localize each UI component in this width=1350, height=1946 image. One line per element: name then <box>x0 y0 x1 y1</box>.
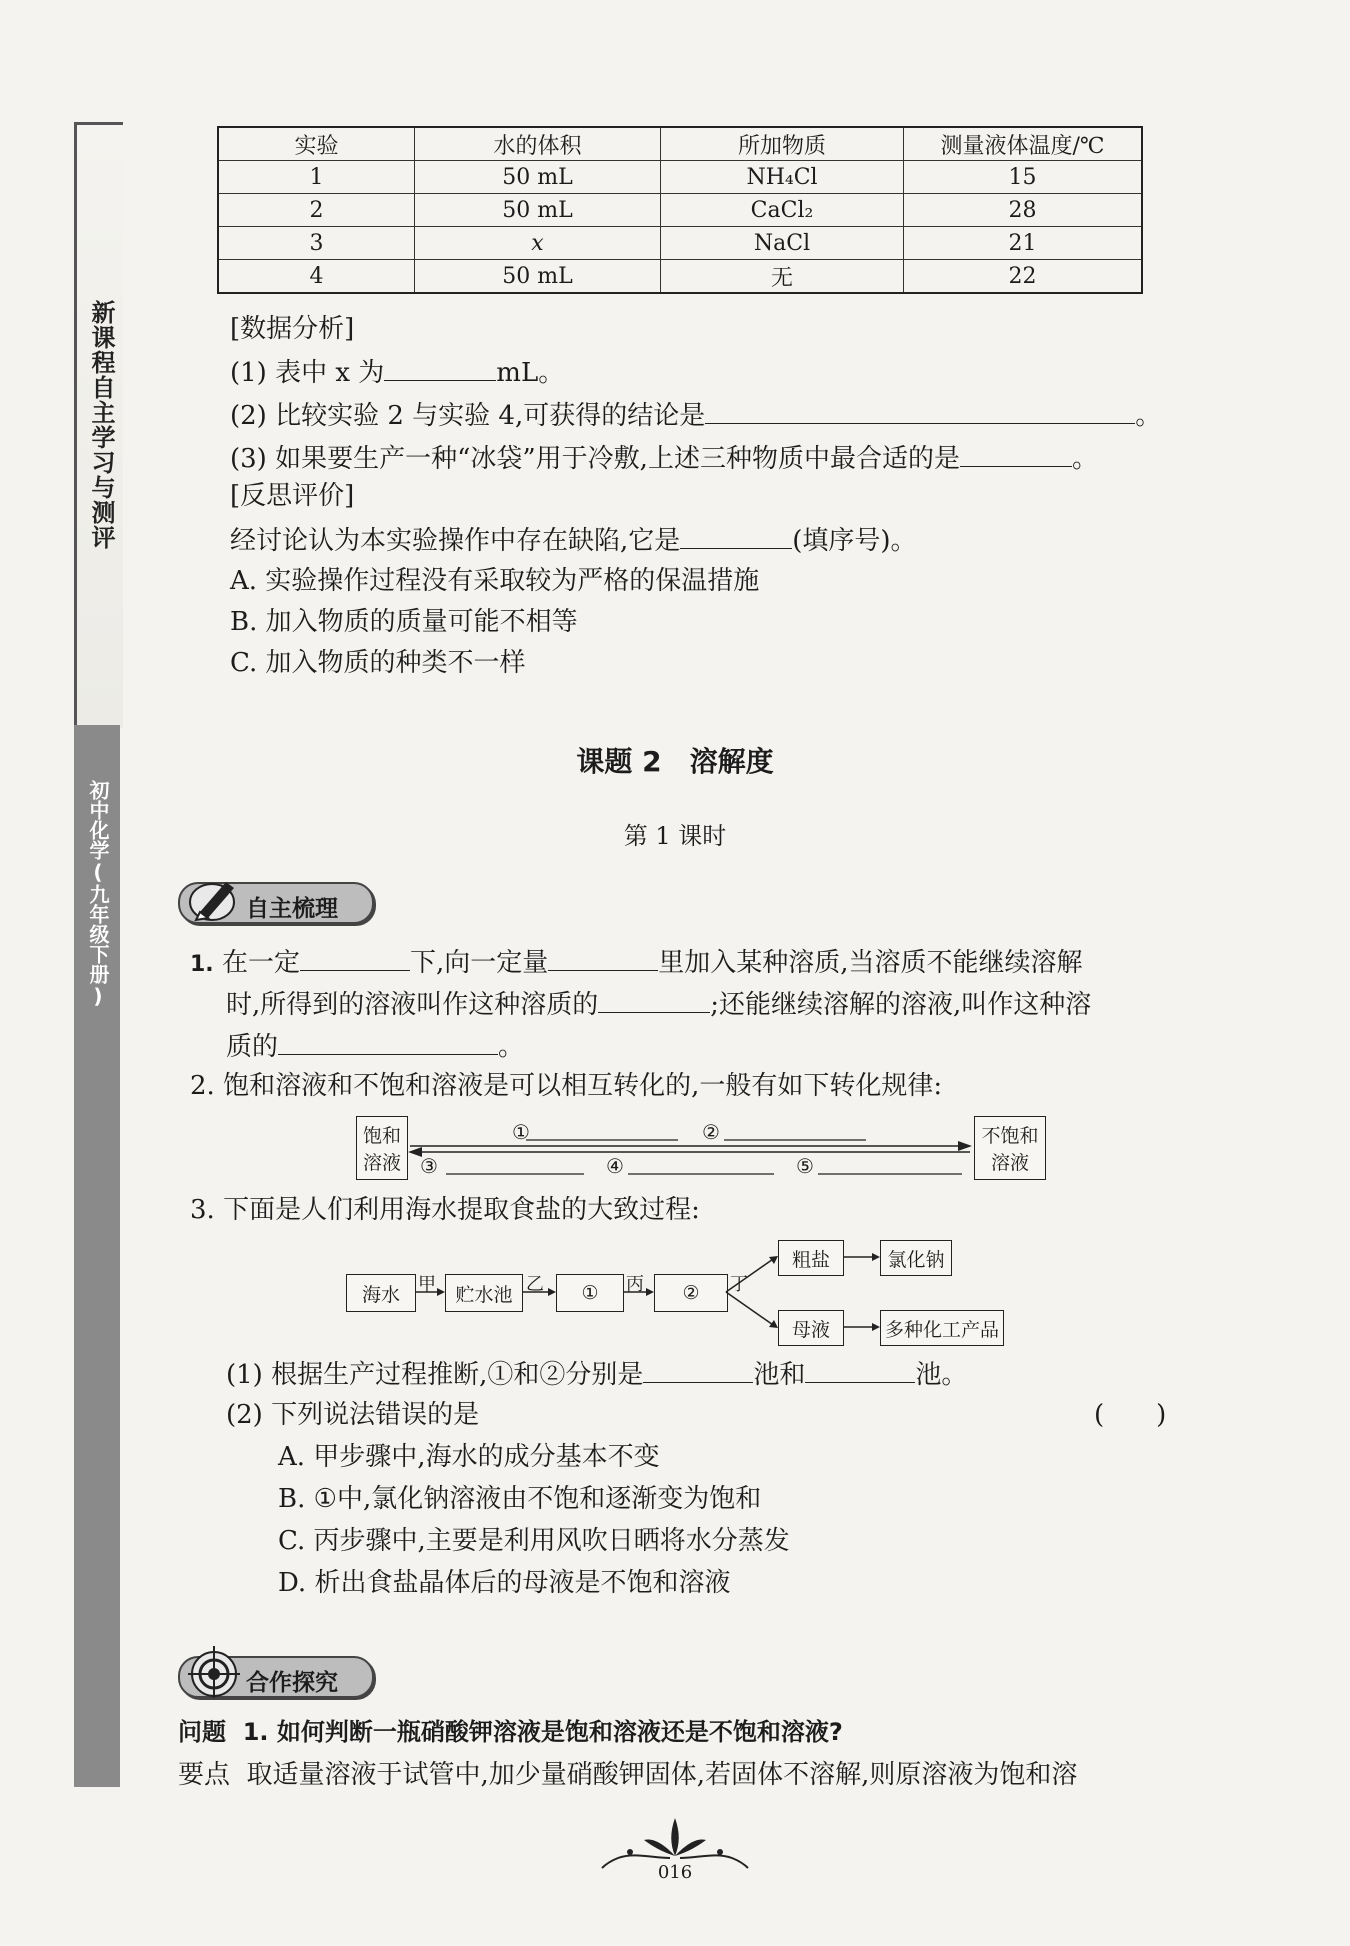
table-header: 水的体积 <box>415 127 661 161</box>
step-yi-label: 乙 <box>526 1274 544 1295</box>
salt-process-arrows <box>414 1240 884 1346</box>
q3-1-suffix: 池。 <box>915 1360 968 1390</box>
step-jia-label: 甲 <box>418 1274 436 1295</box>
q3-prefix: (3) 如果要生产一种“冰袋”用于冷敷,上述三种物质中最合适的是 <box>230 444 960 474</box>
q1-prefix: (1) 表中 x 为 <box>230 358 385 388</box>
blank-number: ② <box>702 1120 720 1144</box>
q1-text-c: 里加入某种溶质,当溶质不能继续溶解 <box>658 948 1083 978</box>
table-cell: 28 <box>904 194 1143 227</box>
key-text: 取适量溶液于试管中,加少量硝酸钾固体,若固体不溶解,则原溶液为饱和溶 <box>246 1760 1078 1790</box>
table-cell: x <box>415 227 661 260</box>
q1-line-2 <box>226 988 1091 1021</box>
analysis-q3 <box>230 442 1098 475</box>
reflection-option-a: A. 实验操作过程没有采取较为严格的保温措施 <box>230 566 760 596</box>
table-row <box>218 161 1142 194</box>
section-badge-self-study <box>178 882 374 924</box>
crude-salt-box: 粗盐 <box>778 1240 844 1276</box>
answer-blank[interactable] <box>805 1358 915 1383</box>
table-cell: 50 mL <box>415 260 661 294</box>
q3-2-option-a: A. 甲步骤中,海水的成分基本不变 <box>278 1442 660 1472</box>
q1-text-e: ;还能继续溶解的溶液,叫作这种溶 <box>710 990 1092 1020</box>
saturated-solution-box <box>356 1116 408 1180</box>
q3-2-option-b: B. ①中,氯化钠溶液由不饱和逐渐变为饱和 <box>278 1484 762 1514</box>
section-badge-label: 合作探究 <box>246 1670 338 1696</box>
table-cell: 1 <box>218 161 415 194</box>
analysis-heading: [数据分析] <box>230 314 355 344</box>
table-cell: 无 <box>661 260 904 294</box>
q1-text-f: 质的 <box>226 1032 279 1062</box>
q1-suffix: mL。 <box>496 358 565 388</box>
table-row <box>218 194 1142 227</box>
q3-1-mid: 池和 <box>753 1360 806 1390</box>
table-cell: 3 <box>218 227 415 260</box>
conversion-arrows <box>406 1116 974 1178</box>
table-header: 所加物质 <box>661 127 904 161</box>
sidebar-subject: 初中化学(九年级下册) <box>86 780 110 1008</box>
blank-number: ④ <box>606 1154 624 1178</box>
table-row <box>218 227 1142 260</box>
pen-icon <box>186 868 242 924</box>
q3-1 <box>226 1358 967 1391</box>
reflection-heading: [反思评价] <box>230 481 355 511</box>
box-label: 溶液 <box>990 1152 1029 1174</box>
table-cell: 50 mL <box>415 194 661 227</box>
blank-number: ① <box>512 1120 530 1144</box>
table-row <box>218 260 1142 294</box>
q1-text-d: 时,所得到的溶液叫作这种溶质的 <box>226 990 599 1020</box>
answer-blank[interactable] <box>705 399 1135 424</box>
table-cell: 21 <box>904 227 1143 260</box>
answer-parentheses[interactable]: ( ) <box>1094 1400 1167 1430</box>
answer-blank[interactable] <box>598 988 710 1013</box>
reservoir-box: 贮水池 <box>445 1274 523 1312</box>
q2-suffix: 。 <box>1135 401 1162 431</box>
q1-text-b: 下,向一定量 <box>409 948 549 978</box>
pool-2-box: ② <box>654 1274 728 1312</box>
answer-blank[interactable] <box>960 442 1072 467</box>
q2-text: 2. 饱和溶液和不饱和溶液是可以相互转化的,一般有如下转化规律: <box>190 1071 943 1101</box>
q1-text-g: 。 <box>498 1032 525 1062</box>
box-label: 不饱和 <box>981 1125 1039 1147</box>
q1-number: 1. <box>190 952 214 977</box>
q3-2: (2) 下列说法错误的是 <box>226 1400 480 1430</box>
q3-text: 3. 下面是人们利用海水提取食盐的大致过程: <box>190 1195 700 1225</box>
analysis-q2 <box>230 399 1161 432</box>
blank-number: ⑤ <box>796 1154 814 1178</box>
box-label: 溶液 <box>362 1152 401 1174</box>
answer-blank[interactable] <box>548 946 658 971</box>
reflection-prompt <box>230 524 917 557</box>
key-label: 要点 <box>178 1760 231 1790</box>
box-label: 饱和 <box>362 1125 401 1147</box>
sodium-chloride-box: 氯化钠 <box>880 1240 952 1276</box>
mother-liquor-box: 母液 <box>778 1310 844 1346</box>
section-badge-cooperative <box>178 1656 374 1698</box>
answer-blank[interactable] <box>300 946 410 971</box>
answer-blank[interactable] <box>643 1358 753 1383</box>
q1-text-a: 在一定 <box>221 948 300 978</box>
question-text: 1. 如何判断一瓶硝酸钾溶液是饱和溶液还是不饱和溶液? <box>242 1718 843 1746</box>
step-ding-label: 丁 <box>730 1274 748 1295</box>
table-cell: NaCl <box>661 227 904 260</box>
q1-line-1 <box>190 946 1082 979</box>
q3-2-option-c: C. 丙步骤中,主要是利用风吹日晒将水分蒸发 <box>278 1526 790 1556</box>
answer-blank[interactable] <box>278 1030 498 1055</box>
page-number: 016 <box>657 1862 693 1883</box>
table-cell: 15 <box>904 161 1143 194</box>
q3-2-option-d: D. 析出食盐晶体后的母液是不饱和溶液 <box>278 1568 731 1598</box>
section-badge-label: 自主梳理 <box>246 896 338 922</box>
blank-number: ③ <box>420 1154 438 1178</box>
q1-line-3 <box>226 1030 524 1063</box>
question-label: 问题 <box>178 1718 226 1746</box>
question-1 <box>178 1718 843 1747</box>
target-icon <box>186 1642 242 1698</box>
q3-suffix: 。 <box>1071 444 1098 474</box>
reflection-option-b: B. 加入物质的质量可能不相等 <box>230 607 578 637</box>
lesson-subtitle: 第 1 课时 <box>623 822 727 850</box>
table-cell: 22 <box>904 260 1143 294</box>
table-cell: NH₄Cl <box>661 161 904 194</box>
table-header: 实验 <box>218 127 415 161</box>
table-header-row <box>218 127 1142 161</box>
unsaturated-solution-box <box>974 1116 1046 1180</box>
table-header: 测量液体温度/℃ <box>904 127 1143 161</box>
table-cell: 2 <box>218 194 415 227</box>
table-cell: CaCl₂ <box>661 194 904 227</box>
seawater-box: 海水 <box>346 1274 416 1312</box>
sidebar-book-title: 新课程自主学习与测评 <box>87 300 115 550</box>
reflection-suffix: (填序号)。 <box>792 526 917 556</box>
experiment-table <box>217 126 1143 294</box>
answer-blank[interactable] <box>384 356 496 381</box>
reflection-option-c: C. 加入物质的种类不一样 <box>230 648 526 678</box>
chemical-products-box: 多种化工产品 <box>880 1310 1004 1346</box>
reflection-prefix: 经讨论认为本实验操作中存在缺陷,它是 <box>230 526 681 556</box>
q3-1-prefix: (1) 根据生产过程推断,①和②分别是 <box>226 1360 644 1390</box>
table-cell: 4 <box>218 260 415 294</box>
step-bing-label: 丙 <box>626 1274 644 1295</box>
key-point <box>178 1760 1077 1791</box>
q2-prefix: (2) 比较实验 2 与实验 4,可获得的结论是 <box>230 401 706 431</box>
arrowhead-right <box>958 1141 972 1151</box>
analysis-q1 <box>230 356 564 389</box>
lesson-title: 课题 2 溶解度 <box>576 745 774 778</box>
answer-blank[interactable] <box>680 524 792 549</box>
table-cell: 50 mL <box>415 161 661 194</box>
pool-1-box: ① <box>556 1274 624 1312</box>
